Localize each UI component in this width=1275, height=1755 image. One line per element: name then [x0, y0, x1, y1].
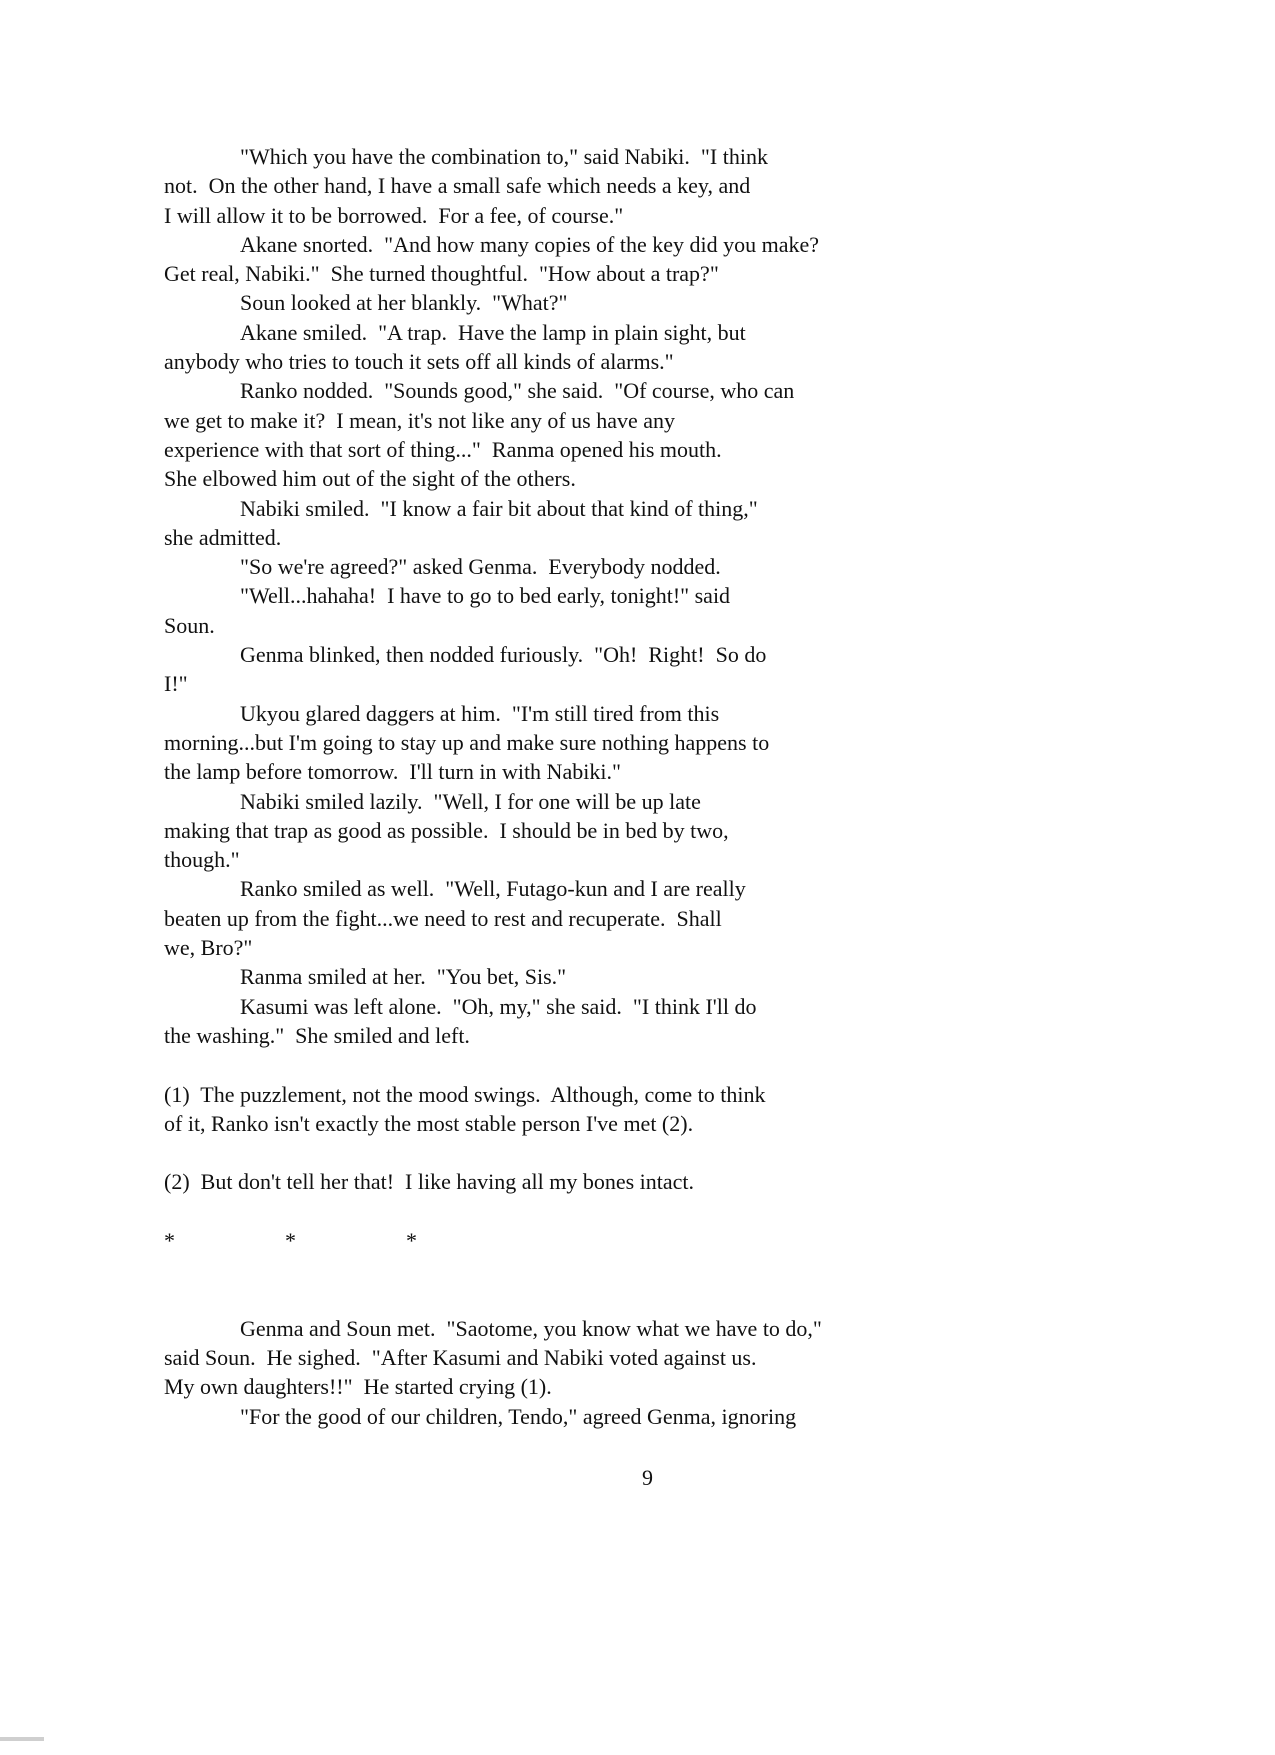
page-number: 9	[642, 1465, 653, 1490]
text-line: Ranma smiled at her. "You bet, Sis."	[240, 964, 567, 990]
text-line: (1) The puzzlement, not the mood swings. Although, come to think	[164, 1081, 766, 1107]
text-line: beaten up from the fight...we need to rest and recuperate. Shall	[164, 905, 722, 931]
text-line: Get real, Nabiki." She turned thoughtful. "How about a trap?"	[164, 261, 719, 287]
text-line: Soun looked at her blankly. "What?"	[240, 290, 568, 316]
text-line: "So we're agreed?" asked Genma. Everybody nodded.	[240, 554, 721, 580]
text-line: Nabiki smiled lazily. "Well, I for one will be up late	[240, 788, 701, 814]
text-line: making that trap as good as possible. I should be in bed by two,	[164, 817, 729, 843]
text-line: anybody who tries to touch it sets off all kinds of alarms."	[164, 349, 674, 375]
text-line: the washing." She smiled and left.	[164, 1022, 470, 1048]
scan-edge-mark	[0, 1737, 44, 1741]
text-line: experience with that sort of thing..." Ranma opened his mouth.	[164, 436, 722, 462]
text-line: Nabiki smiled. "I know a fair bit about that kind of thing,"	[240, 495, 758, 521]
text-line: Genma and Soun met. "Saotome, you know what we have to do,"	[240, 1315, 822, 1341]
text-line: Ranko nodded. "Sounds good," she said. "Of course, who can	[240, 378, 795, 404]
text-line: of it, Ranko isn't exactly the most stable person I've met (2).	[164, 1110, 694, 1136]
blank-line	[164, 1285, 884, 1314]
text-line: Akane snorted. "And how many copies of the key did you make?	[240, 231, 820, 257]
text-line: (2) But don't tell her that! I like having all my bones intact.	[164, 1169, 695, 1195]
text-line: Kasumi was left alone. "Oh, my," she said. "I think I'll do	[240, 993, 757, 1019]
text-line: Ranko smiled as well. "Well, Futago-kun and I are really	[240, 876, 746, 902]
text-line: Akane smiled. "A trap. Have the lamp in plain sight, but	[240, 319, 746, 345]
text-line: though."	[164, 847, 240, 873]
text-line: morning...but I'm going to stay up and make sure nothing happens to	[164, 729, 770, 755]
blank-line	[164, 1197, 884, 1226]
blank-line	[164, 1050, 884, 1079]
text-line: I will allow it to be borrowed. For a fee, of course."	[164, 202, 624, 228]
section-break: * * *	[164, 1227, 417, 1253]
text-line: "Well...hahaha! I have to go to bed early, tonight!" said	[240, 583, 731, 609]
text-line: "For the good of our children, Tendo," agreed Genma, ignoring	[240, 1403, 797, 1429]
text-line: she admitted.	[164, 524, 282, 550]
text-line: Soun.	[164, 612, 215, 638]
text-line: we, Bro?"	[164, 935, 253, 961]
body-text	[164, 142, 884, 1431]
text-line: we get to make it? I mean, it's not like any of us have any	[164, 407, 676, 433]
text-line: Genma blinked, then nodded furiously. "Oh! Right! So do	[240, 642, 767, 668]
text-line: I!"	[164, 671, 188, 697]
text-line: She elbowed him out of the sight of the others.	[164, 466, 576, 492]
text-line: Ukyou glared daggers at him. "I'm still tired from this	[240, 700, 720, 726]
text-line: said Soun. He sighed. "After Kasumi and Nabiki voted against us.	[164, 1345, 757, 1371]
text-line: the lamp before tomorrow. I'll turn in with Nabiki."	[164, 759, 621, 785]
text-line: My own daughters!!" He started crying (1).	[164, 1374, 552, 1400]
blank-line	[164, 1138, 884, 1167]
text-line: not. On the other hand, I have a small safe which needs a key, and	[164, 173, 751, 199]
text-line: "Which you have the combination to," said Nabiki. "I think	[240, 144, 768, 169]
blank-line	[164, 1255, 884, 1284]
